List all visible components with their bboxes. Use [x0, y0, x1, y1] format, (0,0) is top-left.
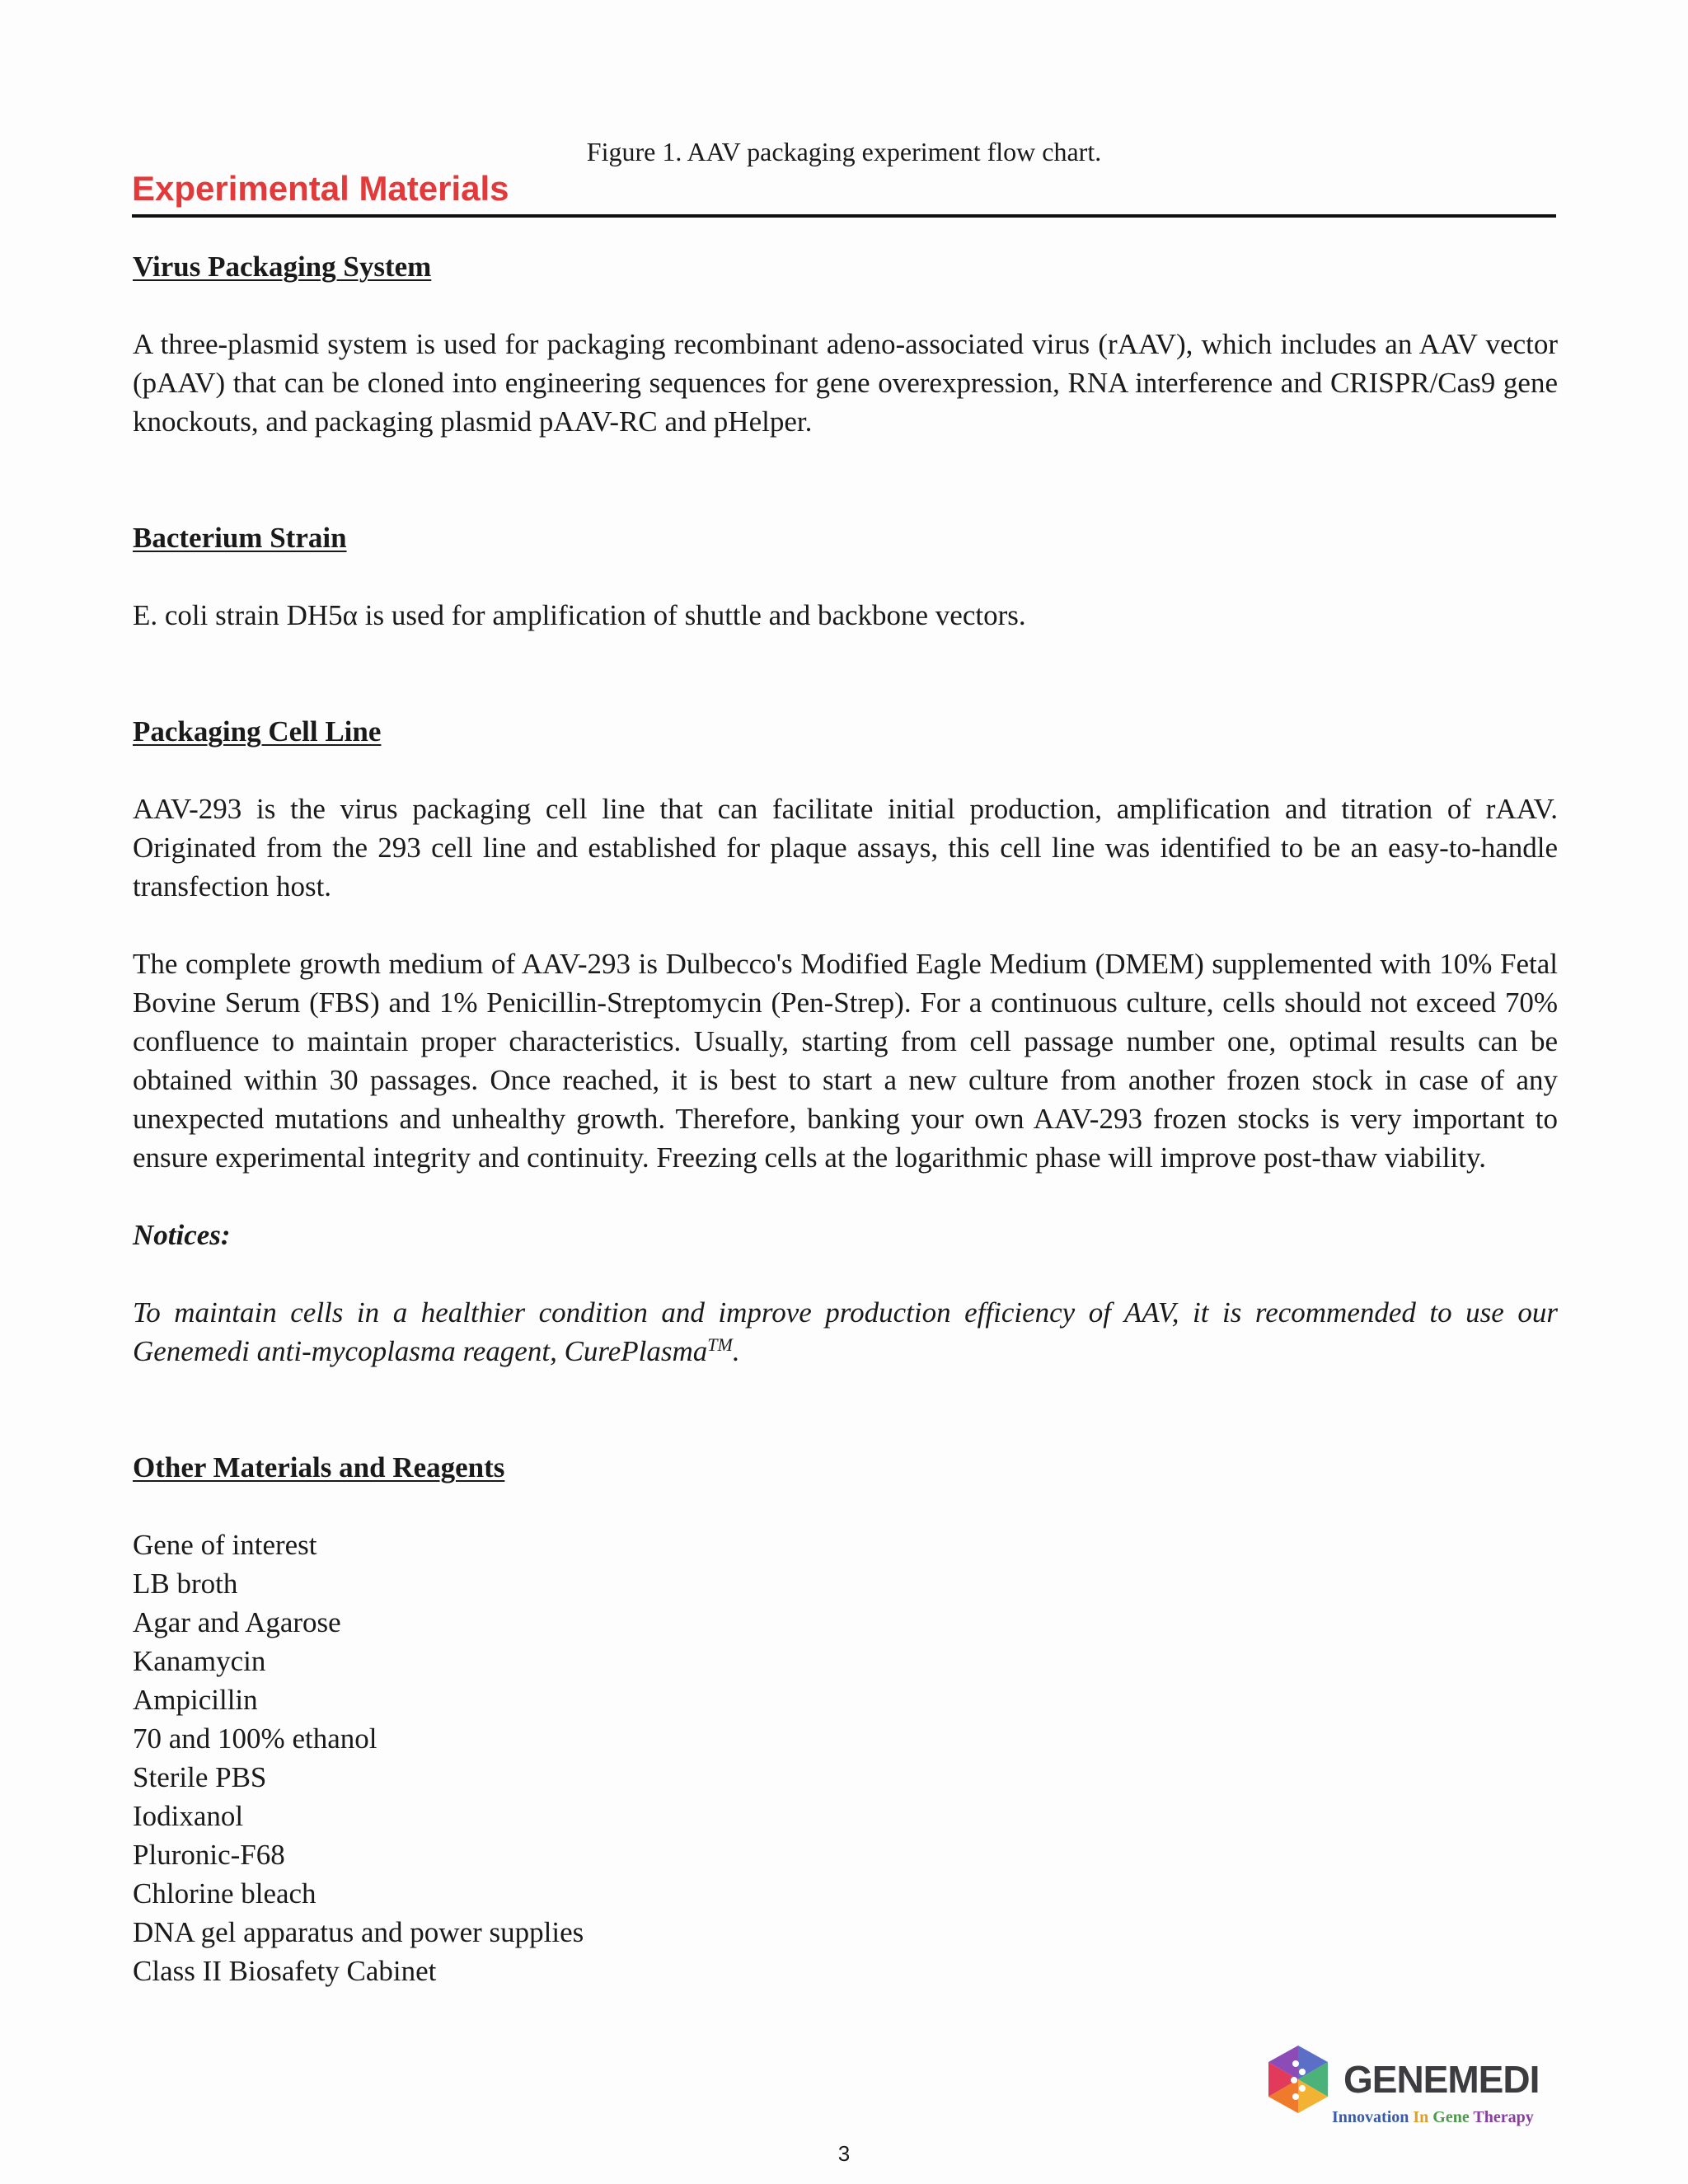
main-content: [133, 247, 1558, 1990]
tagline-in: In: [1413, 2108, 1433, 2126]
logo-wordmark: GENEMEDI: [1343, 2058, 1540, 2101]
list-item: Pluronic-F68: [133, 1839, 285, 1871]
tagline-gene: Gene: [1432, 2108, 1474, 2126]
genemedi-logo: [1261, 2042, 1558, 2133]
virus-packaging-heading: Virus Packaging System: [133, 251, 432, 283]
section-title: Experimental Materials: [132, 169, 509, 208]
list-item: Gene of interest: [133, 1529, 317, 1561]
notices-section: [133, 1216, 1558, 1371]
packaging-cell-line-section: [133, 712, 1558, 1177]
list-item: Ampicillin: [133, 1684, 258, 1716]
virus-packaging-paragraph: A three-plasmid system is used for packaging recombinant adeno-associated virus (rAAV), which includes an AAV vector (pAAV) that can be cloned into engineering sequences for gene overexpression, RNA interference and CRISPR/Cas9 gene knockouts, and packaging plasmid pAAV-RC and pHelper.: [133, 328, 1558, 438]
bacterium-strain-paragraph: E. coli strain DH5α is used for amplification of shuttle and backbone vectors.: [133, 599, 1026, 631]
figure-caption: Figure 1. AAV packaging experiment flow chart.: [586, 137, 1102, 166]
hexagon-logo-icon: [1261, 2042, 1335, 2116]
list-item: Chlorine bleach: [133, 1877, 316, 1910]
tagline-therapy: Therapy: [1473, 2108, 1534, 2126]
notices-end: .: [732, 1335, 740, 1367]
tagline-innovation: Innovation: [1332, 2108, 1414, 2126]
notices-heading: Notices:: [133, 1219, 231, 1251]
page-number: 3: [837, 2141, 851, 2166]
list-item: LB broth: [133, 1568, 238, 1600]
packaging-cell-line-paragraph-2: The complete growth medium of AAV-293 is Dulbecco's Modified Eagle Medium (DMEM) supplemented with 10% Fetal Bovine Serum (FBS) and 1% Penicillin-Streptomycin (Pen-Strep). For a continuous culture, cells should not exceed 70% confluence to maintain proper characteristics. Usually, starting from cell passage number one, optimal results can be obtained within 30 passages. Once reached, it is best to start a new culture from another frozen stock in case of any unexpected mutations and unhealthy growth. Therefore, banking your own AAV-293 frozen stocks is very important to ensure experimental integrity and continuity. Freezing cells at the logarithmic phase will improve post-thaw viability.: [133, 948, 1558, 1174]
notices-body: To maintain cells in a healthier condition and improve production efficiency of AAV, it is recommended to use our Genemedi anti-mycoplasma reagent, CurePlasma: [133, 1296, 1558, 1367]
packaging-cell-line-heading: Packaging Cell Line: [133, 715, 382, 748]
materials-list: [133, 1526, 1558, 1990]
list-item: Agar and Agarose: [133, 1606, 341, 1638]
list-item: Class II Biosafety Cabinet: [133, 1955, 437, 1987]
bacterium-strain-heading: Bacterium Strain: [133, 522, 347, 554]
list-item: Iodixanol: [133, 1800, 244, 1832]
other-materials-heading: Other Materials and Reagents: [133, 1451, 505, 1483]
other-materials-section: [133, 1448, 1558, 1990]
section-divider: [132, 214, 1556, 218]
list-item: 70 and 100% ethanol: [133, 1722, 377, 1755]
list-item: Sterile PBS: [133, 1761, 267, 1793]
notices-text: [133, 1293, 1558, 1371]
trademark-superscript: TM: [707, 1334, 733, 1355]
packaging-cell-line-paragraph-1: AAV-293 is the virus packaging cell line that can facilitate initial production, amplification and titration of rAAV. Originated from the 293 cell line and established for plaque assays, this cell line was identified to be an easy-to-handle transfection host.: [133, 793, 1558, 902]
list-item: Kanamycin: [133, 1645, 266, 1677]
list-item: DNA gel apparatus and power supplies: [133, 1916, 584, 1948]
bacterium-strain-section: [133, 518, 1558, 635]
logo-tagline: [1332, 2108, 1534, 2127]
virus-packaging-section: [133, 247, 1558, 441]
